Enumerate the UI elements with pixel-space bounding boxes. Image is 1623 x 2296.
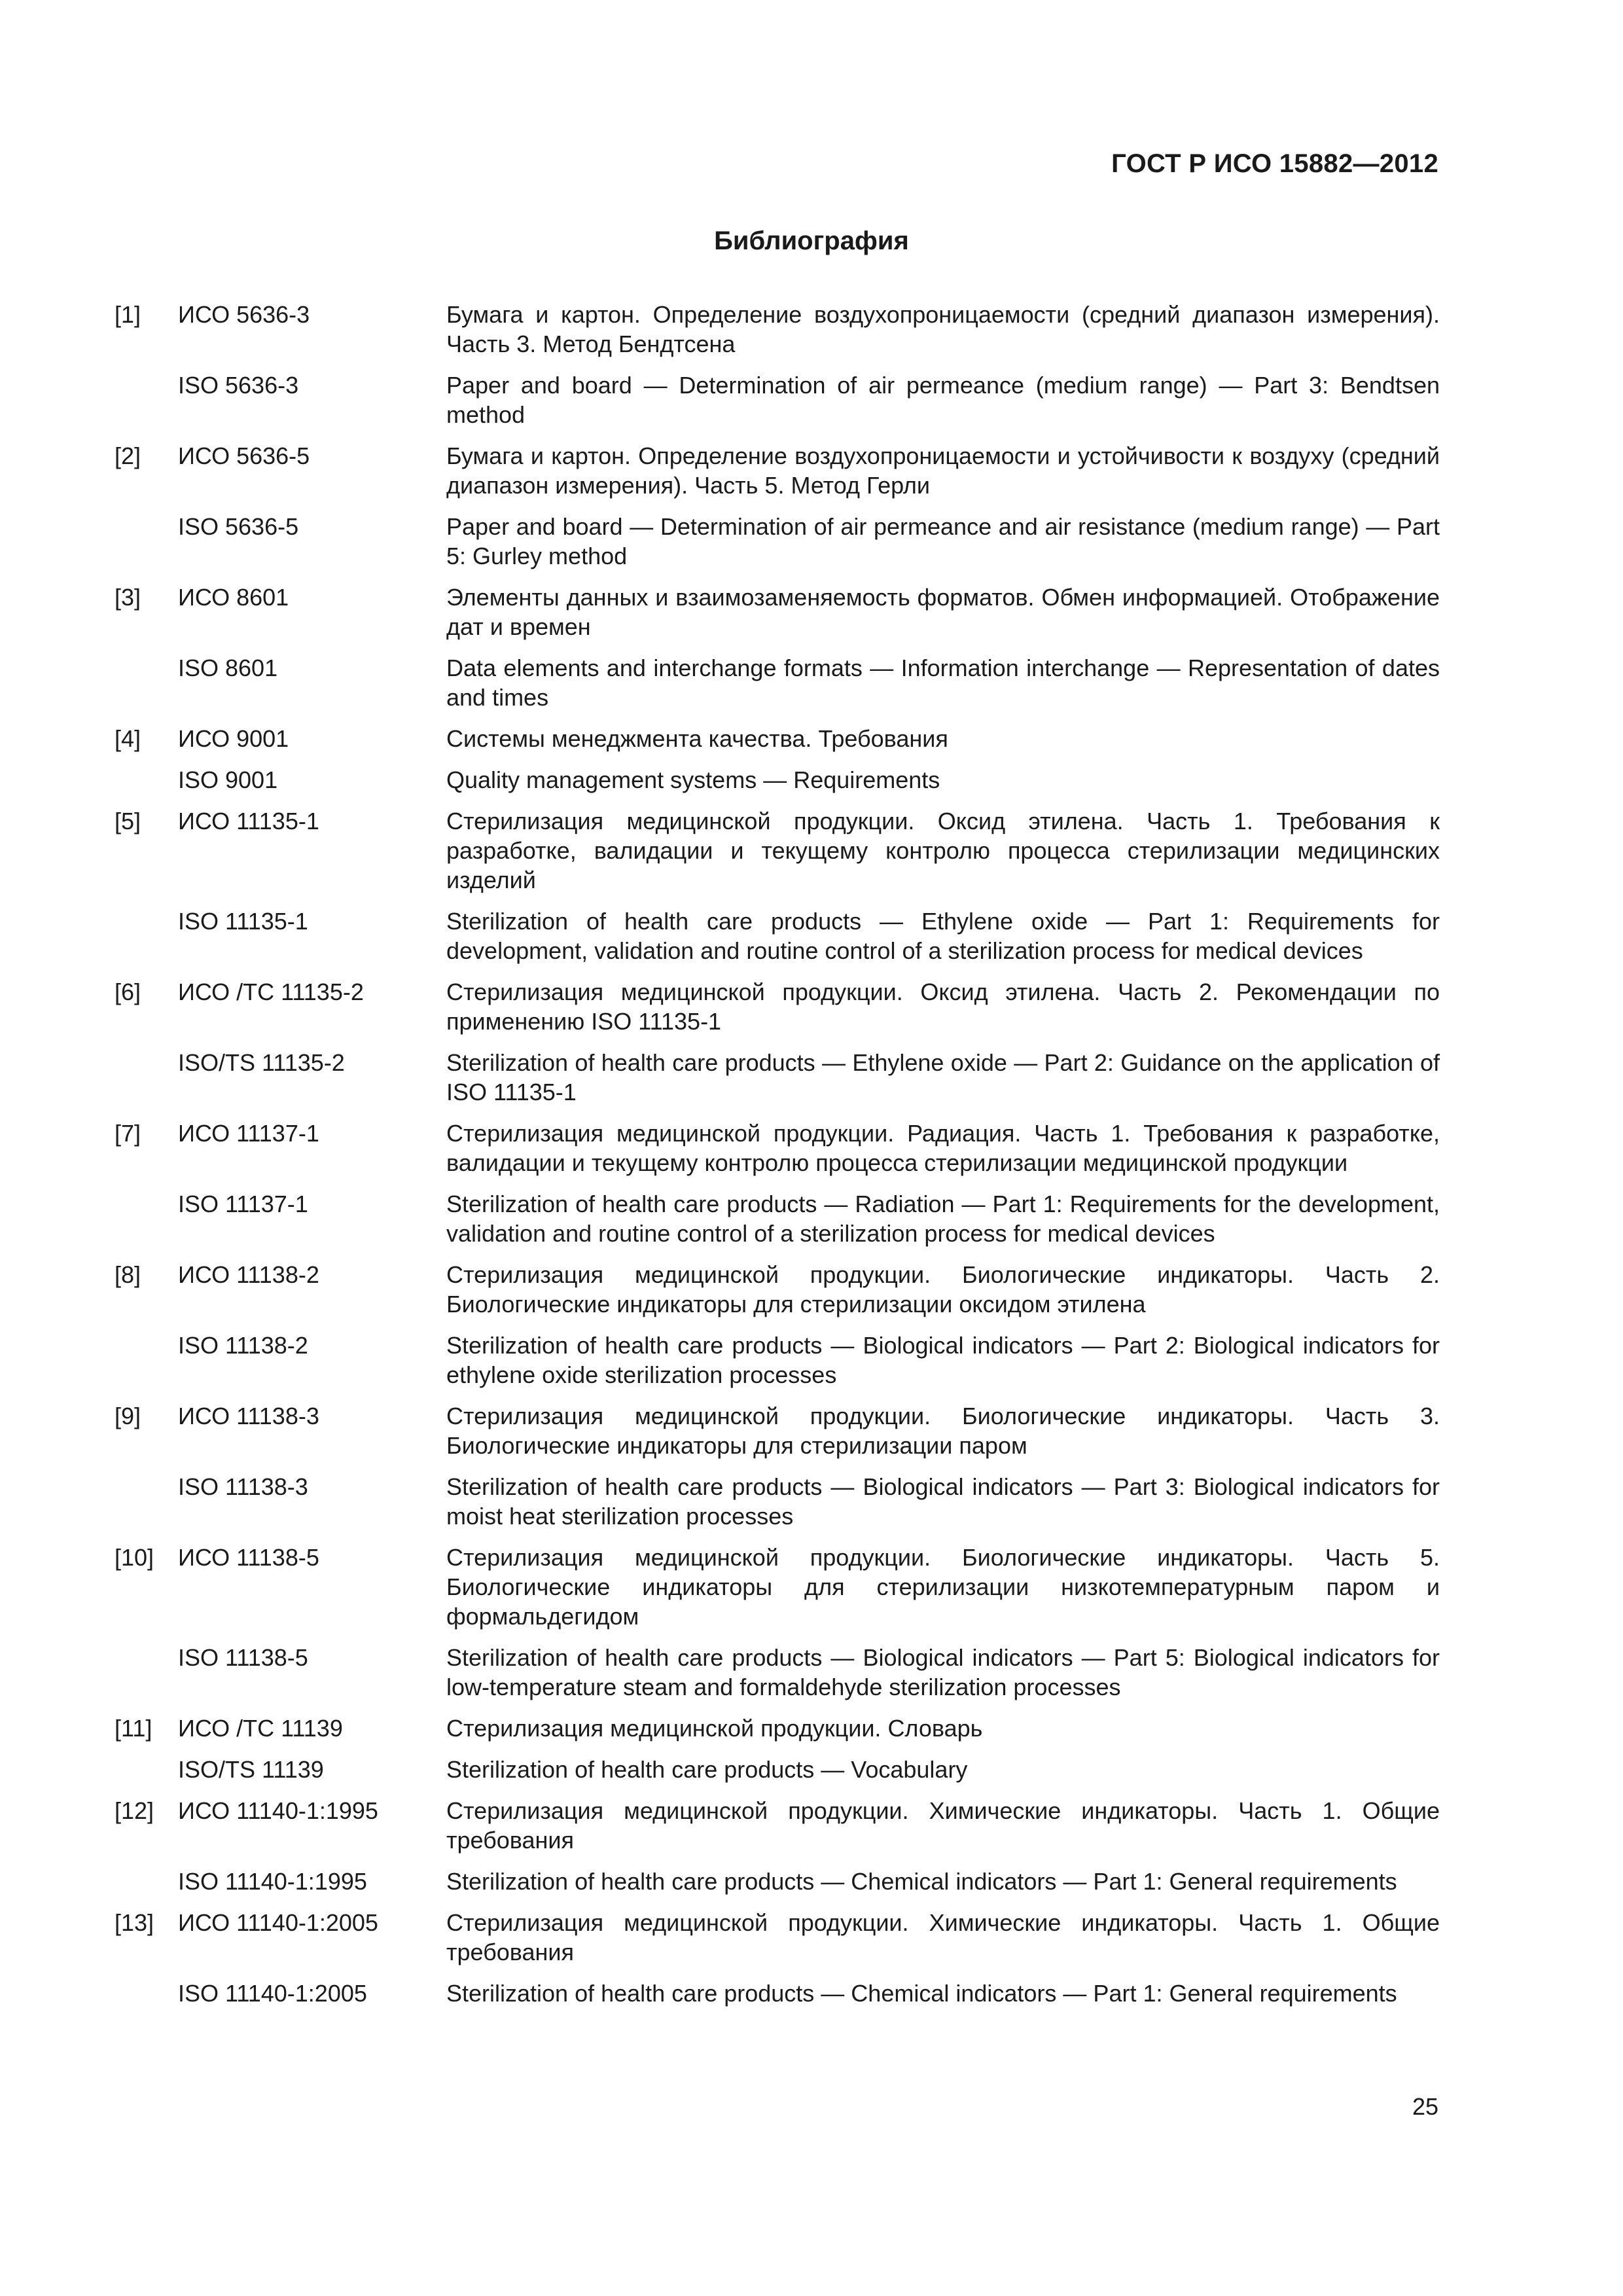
- standard-code: ISO/TS 11139: [178, 1756, 324, 1783]
- reference-title: Sterilization of health care products — Radiation — Part 1: Requirements for the development, validation and routine control of a sterilization process for medical devices: [446, 1191, 1440, 1247]
- bibliography-entry: [115, 724, 1440, 753]
- standard-code: ISO 11140-1:1995: [178, 1868, 367, 1895]
- reference-number: [6]: [115, 978, 141, 1005]
- standard-code: ISO 11138-2: [178, 1332, 308, 1359]
- bibliography-entry: [115, 1643, 1440, 1702]
- standard-code: ISO 11137-1: [178, 1191, 308, 1217]
- bibliography-entry: [115, 1189, 1440, 1248]
- bibliography-entry: [115, 583, 1440, 641]
- reference-title: Стерилизация медицинской продукции. Биологические индикаторы. Часть 5. Биологические индикаторы для стерилизации низкотемпературным паром и формальдегидом: [446, 1544, 1440, 1630]
- reference-number: [10]: [115, 1544, 154, 1571]
- standard-code: ISO 8601: [178, 655, 278, 681]
- reference-title: Sterilization of health care products — Chemical indicators — Part 1: General requirements: [446, 1868, 1397, 1895]
- standard-code: ИСО 11138-5: [178, 1544, 319, 1571]
- bibliography-entry: [115, 653, 1440, 712]
- bibliography-entry: [115, 300, 1440, 359]
- reference-title: Системы менеджмента качества. Требования: [446, 725, 948, 752]
- reference-number: [2]: [115, 442, 141, 469]
- bibliography-entry: [115, 1908, 1440, 1967]
- reference-number: [9]: [115, 1403, 141, 1429]
- bibliography-entry: [115, 1048, 1440, 1107]
- reference-number: [3]: [115, 584, 141, 611]
- bibliography-entry: [115, 1796, 1440, 1855]
- standard-code: ISO/TS 11135-2: [178, 1049, 345, 1076]
- reference-number: [11]: [115, 1715, 152, 1742]
- bibliography-entry: [115, 1543, 1440, 1631]
- reference-title: Стерилизация медицинской продукции. Биологические индикаторы. Часть 3. Биологические индикаторы для стерилизации паром: [446, 1403, 1440, 1459]
- standard-code: ИСО 11137-1: [178, 1120, 319, 1147]
- standard-code: ИСО 9001: [178, 725, 289, 752]
- reference-title: Стерилизация медицинской продукции. Оксид этилена. Часть 2. Рекомендации по применению ISO 11135-1: [446, 978, 1440, 1035]
- reference-number: [13]: [115, 1909, 154, 1936]
- standard-code: ИСО 11138-3: [178, 1403, 319, 1429]
- reference-number: [4]: [115, 725, 141, 752]
- reference-title: Sterilization of health care products — Chemical indicators — Part 1: General requirements: [446, 1980, 1397, 2007]
- reference-title: Стерилизация медицинской продукции. Радиация. Часть 1. Требования к разработке, валидации и текущему контролю процесса стерилизации медицинской продукции: [446, 1120, 1440, 1176]
- standard-code: ИСО 5636-3: [178, 301, 310, 328]
- reference-title: Стерилизация медицинской продукции. Оксид этилена. Часть 1. Требования к разработке, валидации и текущему контролю процесса стерилизации медицинских изделий: [446, 808, 1440, 893]
- bibliography-entry: [115, 1867, 1440, 1896]
- reference-number: [5]: [115, 808, 141, 834]
- reference-number: [7]: [115, 1120, 141, 1147]
- bibliography-entry: [115, 977, 1440, 1036]
- bibliography-entry: [115, 370, 1440, 429]
- bibliography-entry: [115, 906, 1440, 965]
- standard-code: ISO 9001: [178, 766, 278, 793]
- standard-code: ИСО 11135-1: [178, 808, 319, 834]
- bibliography-entry: [115, 1713, 1440, 1743]
- reference-title: Стерилизация медицинской продукции. Словарь: [446, 1715, 983, 1742]
- standard-code: ИСО 5636-5: [178, 442, 310, 469]
- document-code: ГОСТ Р ИСО 15882—2012: [1111, 149, 1438, 178]
- reference-title: Элементы данных и взаимозаменяемость форматов. Обмен информацией. Отображение дат и времен: [446, 584, 1440, 640]
- reference-number: [8]: [115, 1261, 141, 1288]
- reference-title: Бумага и картон. Определение воздухопроницаемости и устойчивости к воздуху (средний диапазон измерения). Часть 5. Метод Герли: [446, 442, 1440, 499]
- standard-code: ИСО 11140-1:1995: [178, 1797, 378, 1824]
- reference-title: Sterilization of health care products — Ethylene oxide — Part 1: Requirements for development, validation and routine control of a sterilization process for medical devices: [446, 908, 1440, 964]
- standard-code: ИСО 11140-1:2005: [178, 1909, 378, 1936]
- reference-title: Sterilization of health care products — Biological indicators — Part 5: Biological indicators for low-temperature steam and formaldehyde sterilization processes: [446, 1644, 1440, 1700]
- bibliography-entry: [115, 1260, 1440, 1319]
- reference-title: Paper and board — Determination of air permeance and air resistance (medium range) — Part 5: Gurley method: [446, 513, 1440, 569]
- reference-title: Sterilization of health care products — Biological indicators — Part 3: Biological indicators for moist heat sterilization processes: [446, 1473, 1440, 1530]
- bibliography-entry: [115, 806, 1440, 895]
- standard-code: ISO 11135-1: [178, 908, 308, 935]
- page-title: Библиография: [714, 226, 909, 255]
- reference-title: Sterilization of health care products — Biological indicators — Part 2: Biological indicators for ethylene oxide sterilization processes: [446, 1332, 1440, 1388]
- bibliography-entry: [115, 1979, 1440, 2008]
- reference-number: [12]: [115, 1797, 154, 1824]
- bibliography-entry: [115, 1755, 1440, 1784]
- bibliography-entry: [115, 1331, 1440, 1390]
- reference-title: Стерилизация медицинской продукции. Химические индикаторы. Часть 1. Общие требования: [446, 1797, 1440, 1854]
- reference-title: Sterilization of health care products — Vocabulary: [446, 1756, 968, 1783]
- bibliography-entry: [115, 1472, 1440, 1531]
- reference-title: Стерилизация медицинской продукции. Химические индикаторы. Часть 1. Общие требования: [446, 1909, 1440, 1965]
- standard-code: ISO 11138-3: [178, 1473, 308, 1500]
- standard-code: ИСО /ТС 11135-2: [178, 978, 364, 1005]
- standard-code: ISO 5636-5: [178, 513, 299, 540]
- bibliography-entry: [115, 1401, 1440, 1460]
- bibliography-entry: [115, 441, 1440, 500]
- standard-code: ИСО 11138-2: [178, 1261, 319, 1288]
- page-number: 25: [1412, 2093, 1438, 2120]
- standard-code: ИСО /ТС 11139: [178, 1715, 343, 1742]
- bibliography-entry: [115, 765, 1440, 795]
- reference-title: Quality management systems — Requirements: [446, 766, 940, 793]
- standard-code: ISO 11138-5: [178, 1644, 308, 1671]
- bibliography-list: [115, 300, 1440, 2020]
- standard-code: ISO 11140-1:2005: [178, 1980, 367, 2007]
- bibliography-entry: [115, 512, 1440, 571]
- reference-number: [1]: [115, 301, 141, 328]
- reference-title: Paper and board — Determination of air permeance (medium range) — Part 3: Bendtsen method: [446, 372, 1440, 428]
- reference-title: Стерилизация медицинской продукции. Биологические индикаторы. Часть 2. Биологические индикаторы для стерилизации оксидом этилена: [446, 1261, 1440, 1318]
- standard-code: ISO 5636-3: [178, 372, 299, 399]
- bibliography-entry: [115, 1119, 1440, 1177]
- reference-title: Бумага и картон. Определение воздухопроницаемости (средний диапазон измерения). Часть 3. Метод Бендтсена: [446, 301, 1440, 357]
- standard-code: ИСО 8601: [178, 584, 289, 611]
- reference-title: Data elements and interchange formats — Information interchange — Representation of dates and times: [446, 655, 1440, 711]
- reference-title: Sterilization of health care products — Ethylene oxide — Part 2: Guidance on the application of ISO 11135-1: [446, 1049, 1440, 1105]
